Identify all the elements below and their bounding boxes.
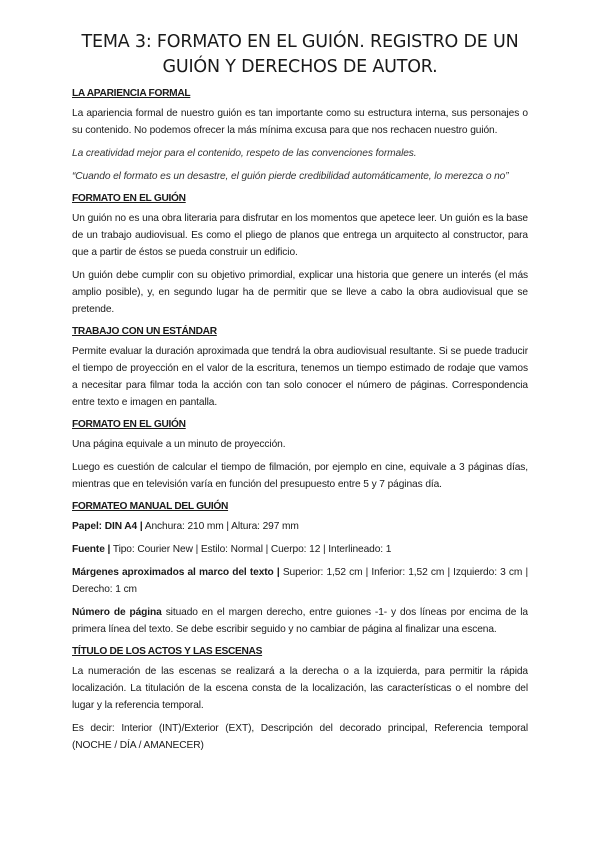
heading-titulo-actos: TÍTULO DE LOS ACTOS Y LAS ESCENAS: [72, 646, 263, 657]
heading-formato-guion-2: FORMATO EN EL GUIÓN: [72, 419, 186, 430]
spec-label: Márgenes aproximados al marco del texto |: [72, 567, 280, 578]
spec-value: Superior: 1,52 cm | Inferior: 1,52 cm | Izquierdo: 3 cm | Derecho: 1 cm: [72, 567, 529, 595]
heading-estandar: TRABAJO CON UN ESTÁNDAR: [72, 326, 217, 337]
spec-margenes: [72, 564, 528, 598]
spec-value: Tipo: Courier New | Estilo: Normal | Cuerpo: 12 | Interlineado: 1: [110, 544, 392, 555]
paragraph: Permite evaluar la duración aproximada que tendrá la obra audiovisual resultante. Si se puede traducir el tiempo de proyección en el valor de la escritura, tenemos un tiempo estimado de rodaje que vamos a necesitar para filmar toda la acción con tan solo conocer el número de páginas. Correspondencia entre texto e imagen en pantalla.: [72, 346, 528, 408]
paragraph: Una página equivale a un minuto de proyección.: [72, 439, 286, 450]
paragraph: La numeración de las escenas se realizará a la derecha o a la izquierda, para permitir la rápida localización. La titulación de la escena consta de la localización, las características o el nombre del lugar y la referencia temporal.: [72, 666, 528, 711]
spec-fuente: [72, 541, 528, 558]
heading-formato-guion: FORMATO EN EL GUIÓN: [72, 193, 186, 204]
paragraph: Es decir: Interior (INT)/Exterior (EXT), Descripción del decorado principal, Referencia temporal (NOCHE / DÍA / AMANECER): [72, 723, 528, 751]
paragraph: Un guión debe cumplir con su objetivo primordial, explicar una historia que genere un interés (el más amplio posible), y, en segundo lugar ha de permitir que se lleve a cabo la obra audiovisual que se pretende.: [72, 270, 528, 315]
paragraph: Luego es cuestión de calcular el tiempo de filmación, por ejemplo en cine, equivale a 3 páginas días, mientras que en televisión varía en función del presupuesto entre 5 y 7 páginas día.: [72, 462, 528, 490]
heading-formateo-manual: FORMATEO MANUAL DEL GUIÓN: [72, 501, 229, 512]
spec-label: Papel: DIN A4 |: [72, 521, 143, 532]
quote: “Cuando el formato es un desastre, el guión pierde credibilidad automáticamente, lo merezca o no”: [72, 171, 509, 182]
spec-numero-pagina: [72, 604, 528, 638]
spec-label: Fuente |: [72, 544, 111, 555]
heading-apariencia: LA APARIENCIA FORMAL: [72, 88, 191, 99]
spec-value: situado en el margen derecho, entre guiones -1- y dos líneas por encima de la primera línea del texto. Se debe escribir seguido y no cambiar de página al finalizar una escena.: [72, 607, 528, 635]
quote: La creatividad mejor para el contenido, respeto de las convenciones formales.: [72, 148, 417, 159]
page-title: TEMA 3: FORMATO EN EL GUIÓN. REGISTRO DE UN GUIÓN Y DERECHOS DE AUTOR.: [81, 32, 519, 77]
paragraph: Un guión no es una obra literaria para disfrutar en los momentos que apetece leer. Un guión es la base de un trabajo audiovisual. Es como el pliego de planos que entrega un arquitecto al constructor, para que a partir de éstos se pueda construir un edificio.: [72, 213, 528, 258]
spec-value: Anchura: 210 mm | Altura: 297 mm: [142, 521, 299, 532]
document-page: [72, 30, 528, 760]
paragraph: La apariencia formal de nuestro guión es tan importante como su estructura interna, sus personajes o su contenido. No podemos ofrecer la más mínima excusa para que nos rechacen nuestro guión.: [72, 108, 528, 136]
spec-papel: [72, 518, 528, 535]
spec-label: Número de página: [72, 607, 162, 618]
